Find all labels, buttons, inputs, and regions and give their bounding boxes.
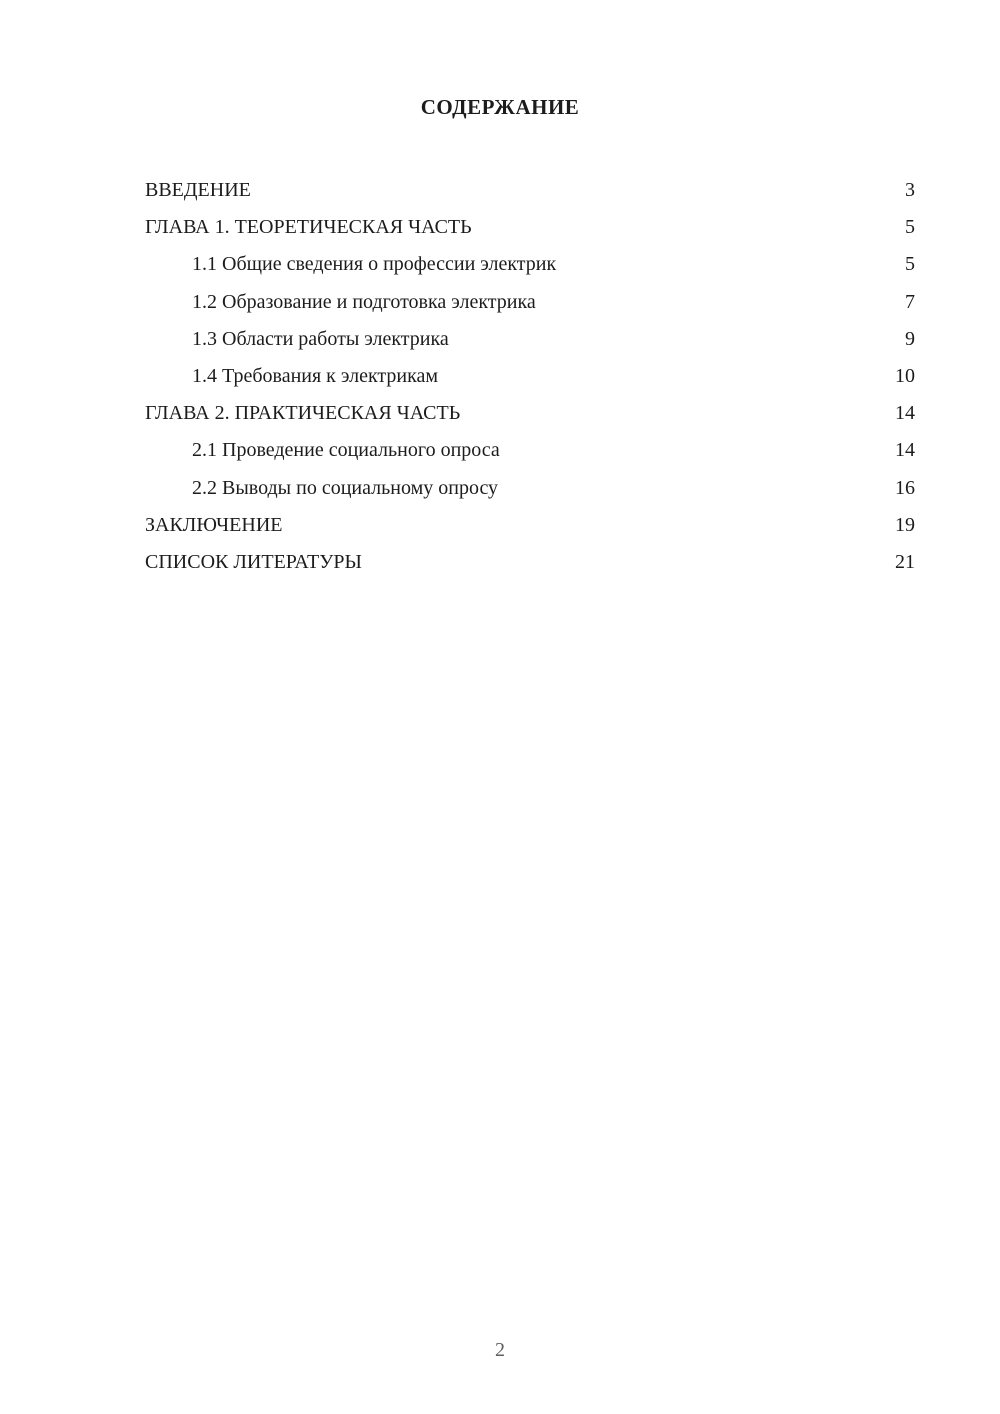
table-of-contents [0,172,1000,581]
toc-entry [145,321,915,358]
toc-entry-label: 2.2 Выводы по социальному опросу [192,476,499,499]
toc-entry [145,358,915,395]
toc-entry [145,544,915,581]
toc-entry [145,246,915,283]
toc-entry-label: 1.4 Требования к электрикам [192,364,439,387]
toc-entry-label: 1.1 Общие сведения о профессии электрик [192,253,557,276]
toc-entry-label: ЗАКЛЮЧЕНИЕ [145,513,283,536]
toc-entry [145,284,915,321]
toc-entry [145,507,915,544]
page-number: 2 [495,1339,505,1361]
toc-entry-page: 19 [895,513,915,536]
toc-entry [145,209,915,246]
toc-entry-page: 21 [895,550,915,573]
toc-entry [145,172,915,209]
toc-entry-page: 7 [905,290,915,313]
toc-entry-page: 9 [905,327,915,350]
toc-entry-label: ГЛАВА 1. ТЕОРЕТИЧЕСКАЯ ЧАСТЬ [145,216,472,239]
toc-entry [145,470,915,507]
toc-entry-label: 2.1 Проведение социального опроса [192,439,500,462]
toc-entry-page: 14 [895,439,915,462]
toc-entry-label: 1.3 Области работы электрика [192,327,449,350]
toc-entry-label: 1.2 Образование и подготовка электрика [192,290,536,313]
toc-entry-page: 10 [895,364,915,387]
toc-entry-label: ГЛАВА 2. ПРАКТИЧЕСКАЯ ЧАСТЬ [145,402,461,425]
toc-entry-page: 5 [905,253,915,276]
toc-entry [145,395,915,432]
page-title: СОДЕРЖАНИЕ [420,95,580,119]
toc-entry-page: 5 [905,216,915,239]
toc-entry-page: 3 [905,179,915,201]
toc-entry [145,432,915,469]
toc-entry-page: 16 [895,476,915,499]
toc-entry-page: 14 [895,402,915,425]
toc-entry-label: СПИСОК ЛИТЕРАТУРЫ [145,550,362,573]
toc-entry-label: ВВЕДЕНИЕ [145,179,251,201]
